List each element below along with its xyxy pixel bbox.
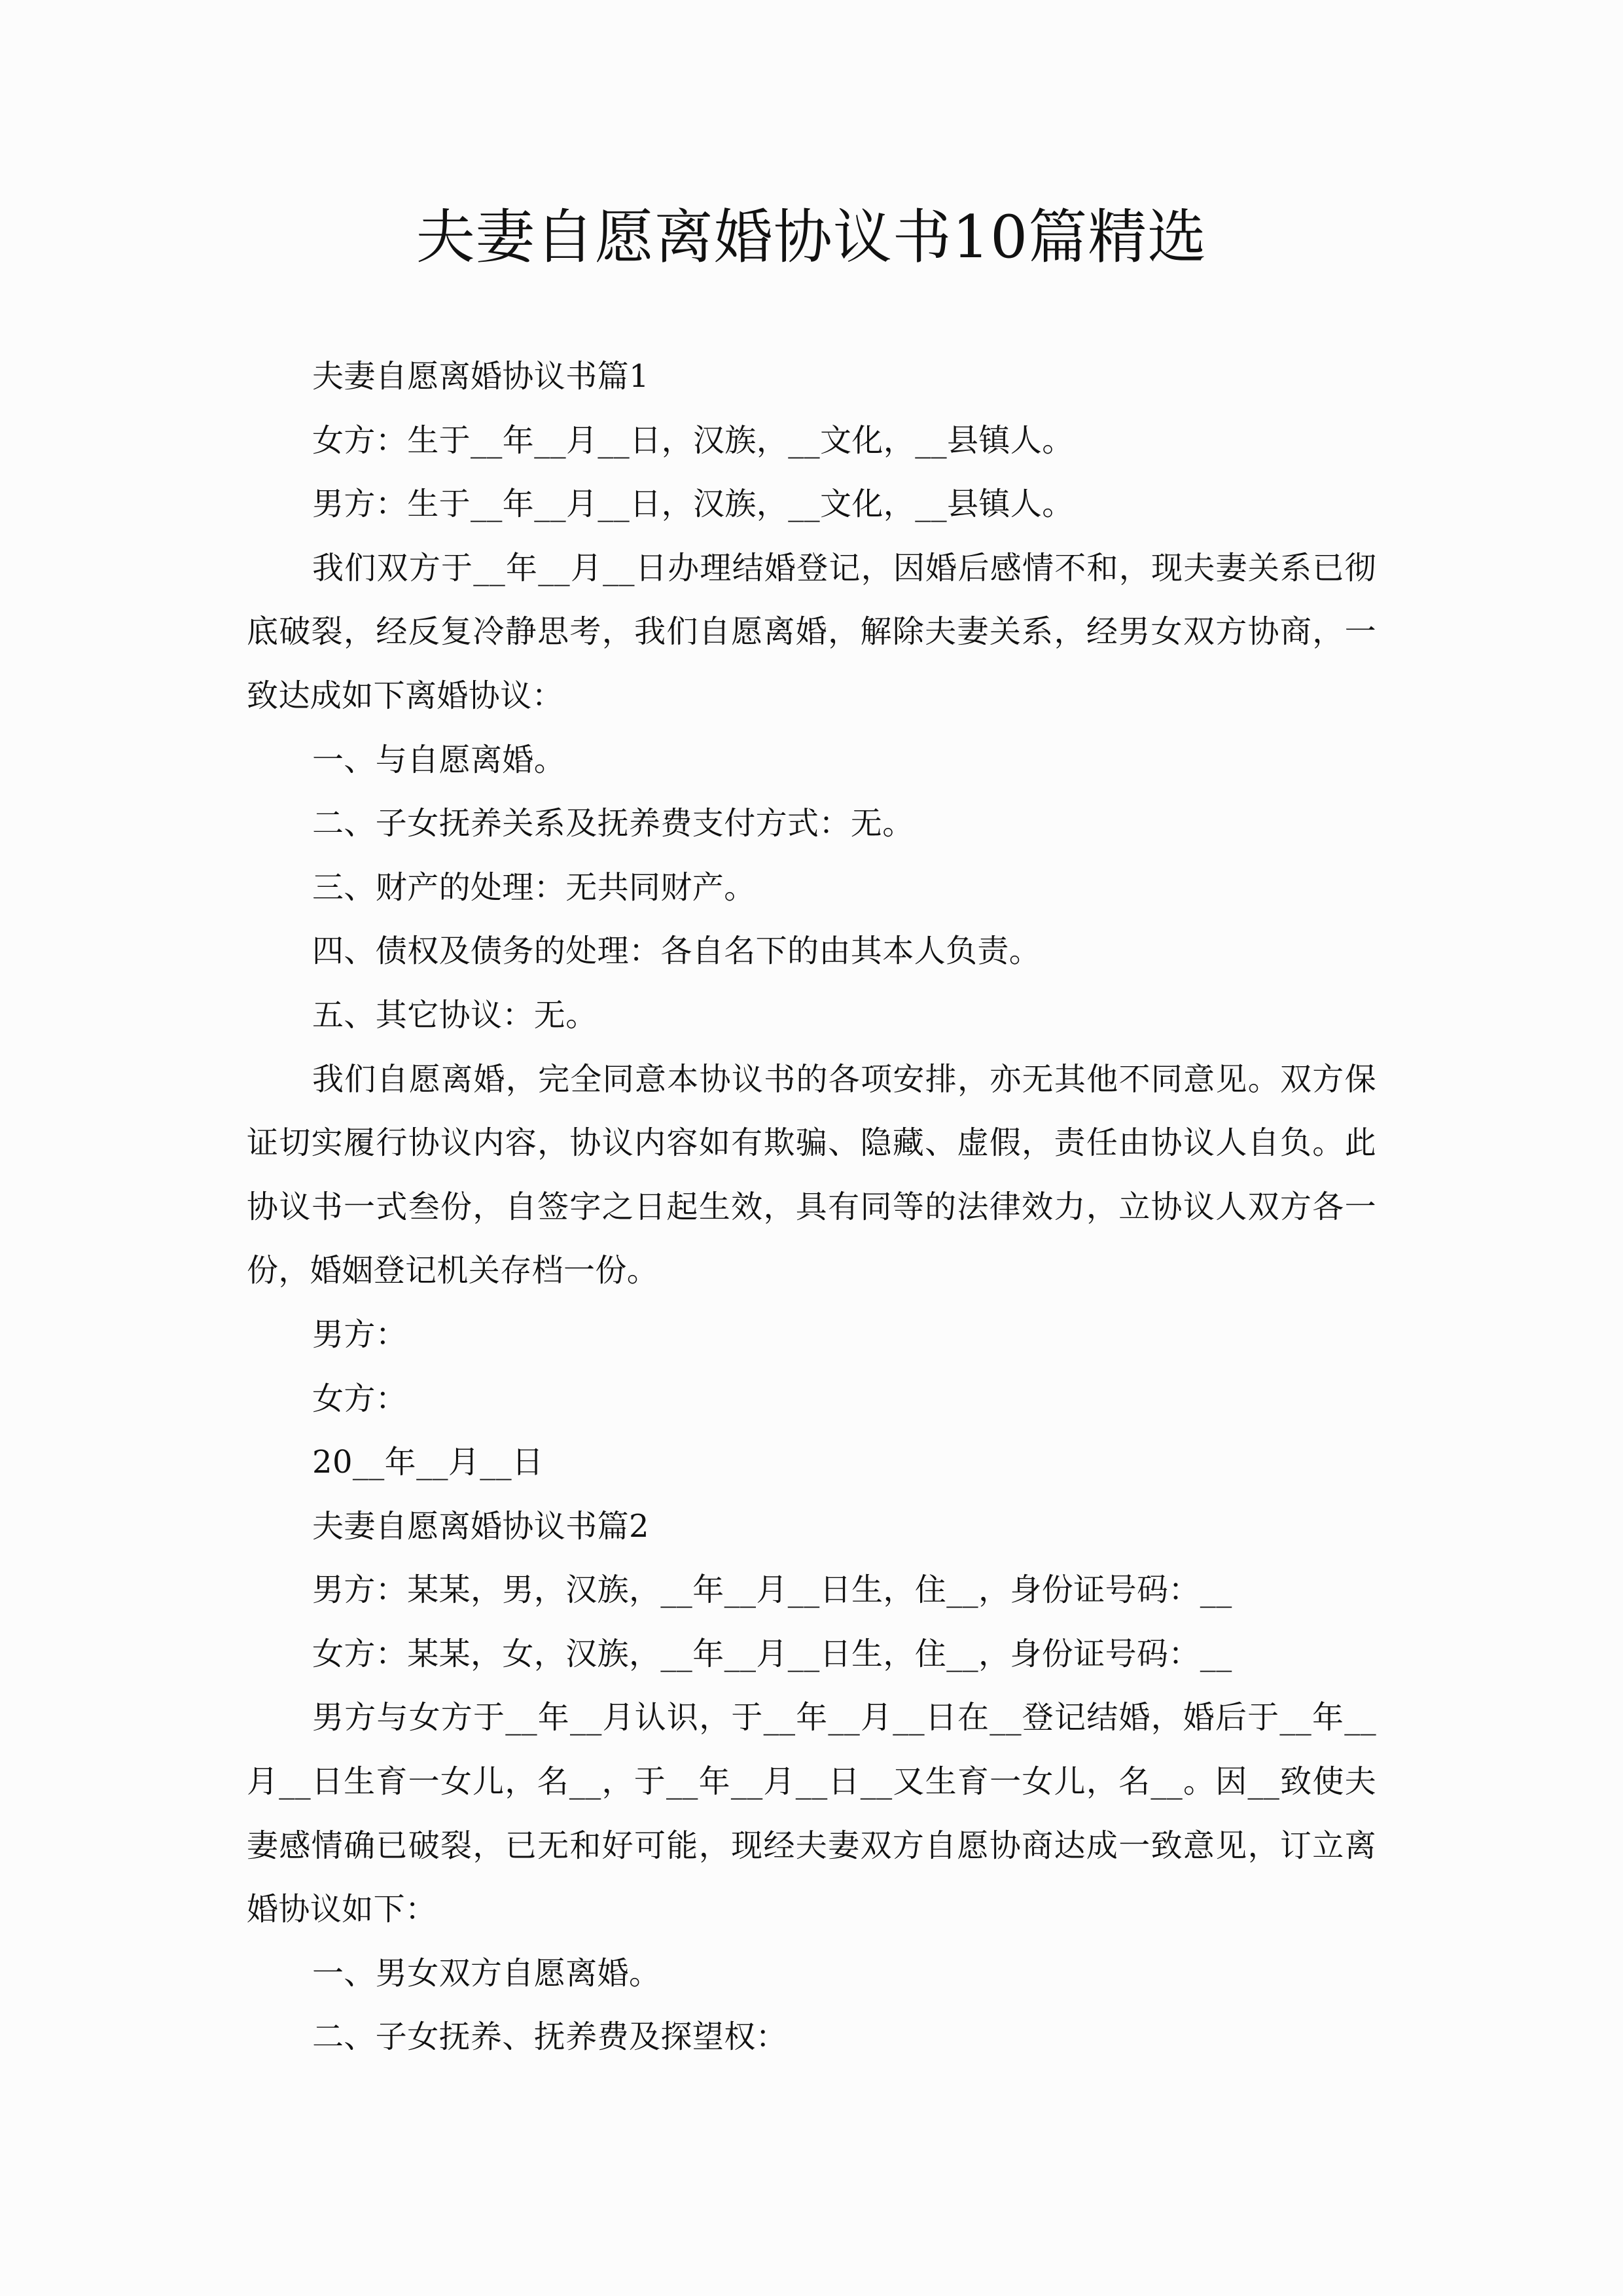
section-1-male-signature-label: 男方： <box>312 1316 408 1353</box>
section-1-heading: 夫妻自愿离婚协议书篇1 <box>312 358 649 395</box>
section-2-clause-2: 二、子女抚养、抚养费及探望权： <box>312 2018 788 2056</box>
section-1-male-party-info: 男方：生于__年__月__日，汉族，__文化，__县镇人。 <box>312 486 1074 523</box>
section-1-date-line: 20__年__月__日 <box>312 1444 544 1481</box>
section-1-clause-1: 一、与自愿离婚。 <box>312 741 566 778</box>
section-2-female-party-info: 女方：某某，女，汉族，__年__月__日生，住__，身份证号码：__ <box>312 1635 1232 1672</box>
section-2-heading: 夫妻自愿离婚协议书篇2 <box>312 1507 649 1545</box>
section-1-female-signature-label: 女方： <box>312 1380 408 1417</box>
section-2-marriage-statement: 男方与女方于__年__月认识，于__年__月__日在__登记结婚，婚后于__年__月__日生育一女儿，名__，于__年__月__日__又生育一女儿，名__。因__致使夫妻感情确已破裂，已无和好可能，现经夫妻双方自愿协商达成一致意见，订立离婚协议如下： <box>247 1699 1376 1928</box>
section-1-closing-statement: 我们自愿离婚，完全同意本协议书的各项安排，亦无其他不同意见。双方保证切实履行协议内容，协议内容如有欺骗、隐藏、虚假，责任由协议人自负。此协议书一式叁份，自签字之日起生效，具有同等的法律效力，立协议人双方各一份，婚姻登记机关存档一份。 <box>247 1060 1376 1289</box>
section-1-clause-3: 三、财产的处理：无共同财产。 <box>312 869 756 906</box>
section-1-female-party-info: 女方：生于__年__月__日，汉族，__文化，__县镇人。 <box>312 422 1074 459</box>
section-1-clause-2: 二、子女抚养关系及抚养费支付方式：无。 <box>312 805 914 842</box>
section-1-clause-4: 四、债权及债务的处理：各自名下的由其本人负责。 <box>312 933 1041 970</box>
section-2-clause-1: 一、男女双方自愿离婚。 <box>312 1954 661 1992</box>
section-2-male-party-info: 男方：某某，男，汉族，__年__月__日生，住__，身份证号码：__ <box>312 1571 1232 1609</box>
document-body <box>247 345 1376 2070</box>
document-title: 夫妻自愿离婚协议书10篇精选 <box>416 203 1207 272</box>
section-1-marriage-statement: 我们双方于__年__月__日办理结婚登记，因婚后感情不和，现夫妻关系已彻底破裂，经反复冷静思考，我们自愿离婚，解除夫妻关系，经男女双方协商，一致达成如下离婚协议： <box>247 549 1376 714</box>
section-1-clause-5: 五、其它协议：无。 <box>312 996 597 1033</box>
